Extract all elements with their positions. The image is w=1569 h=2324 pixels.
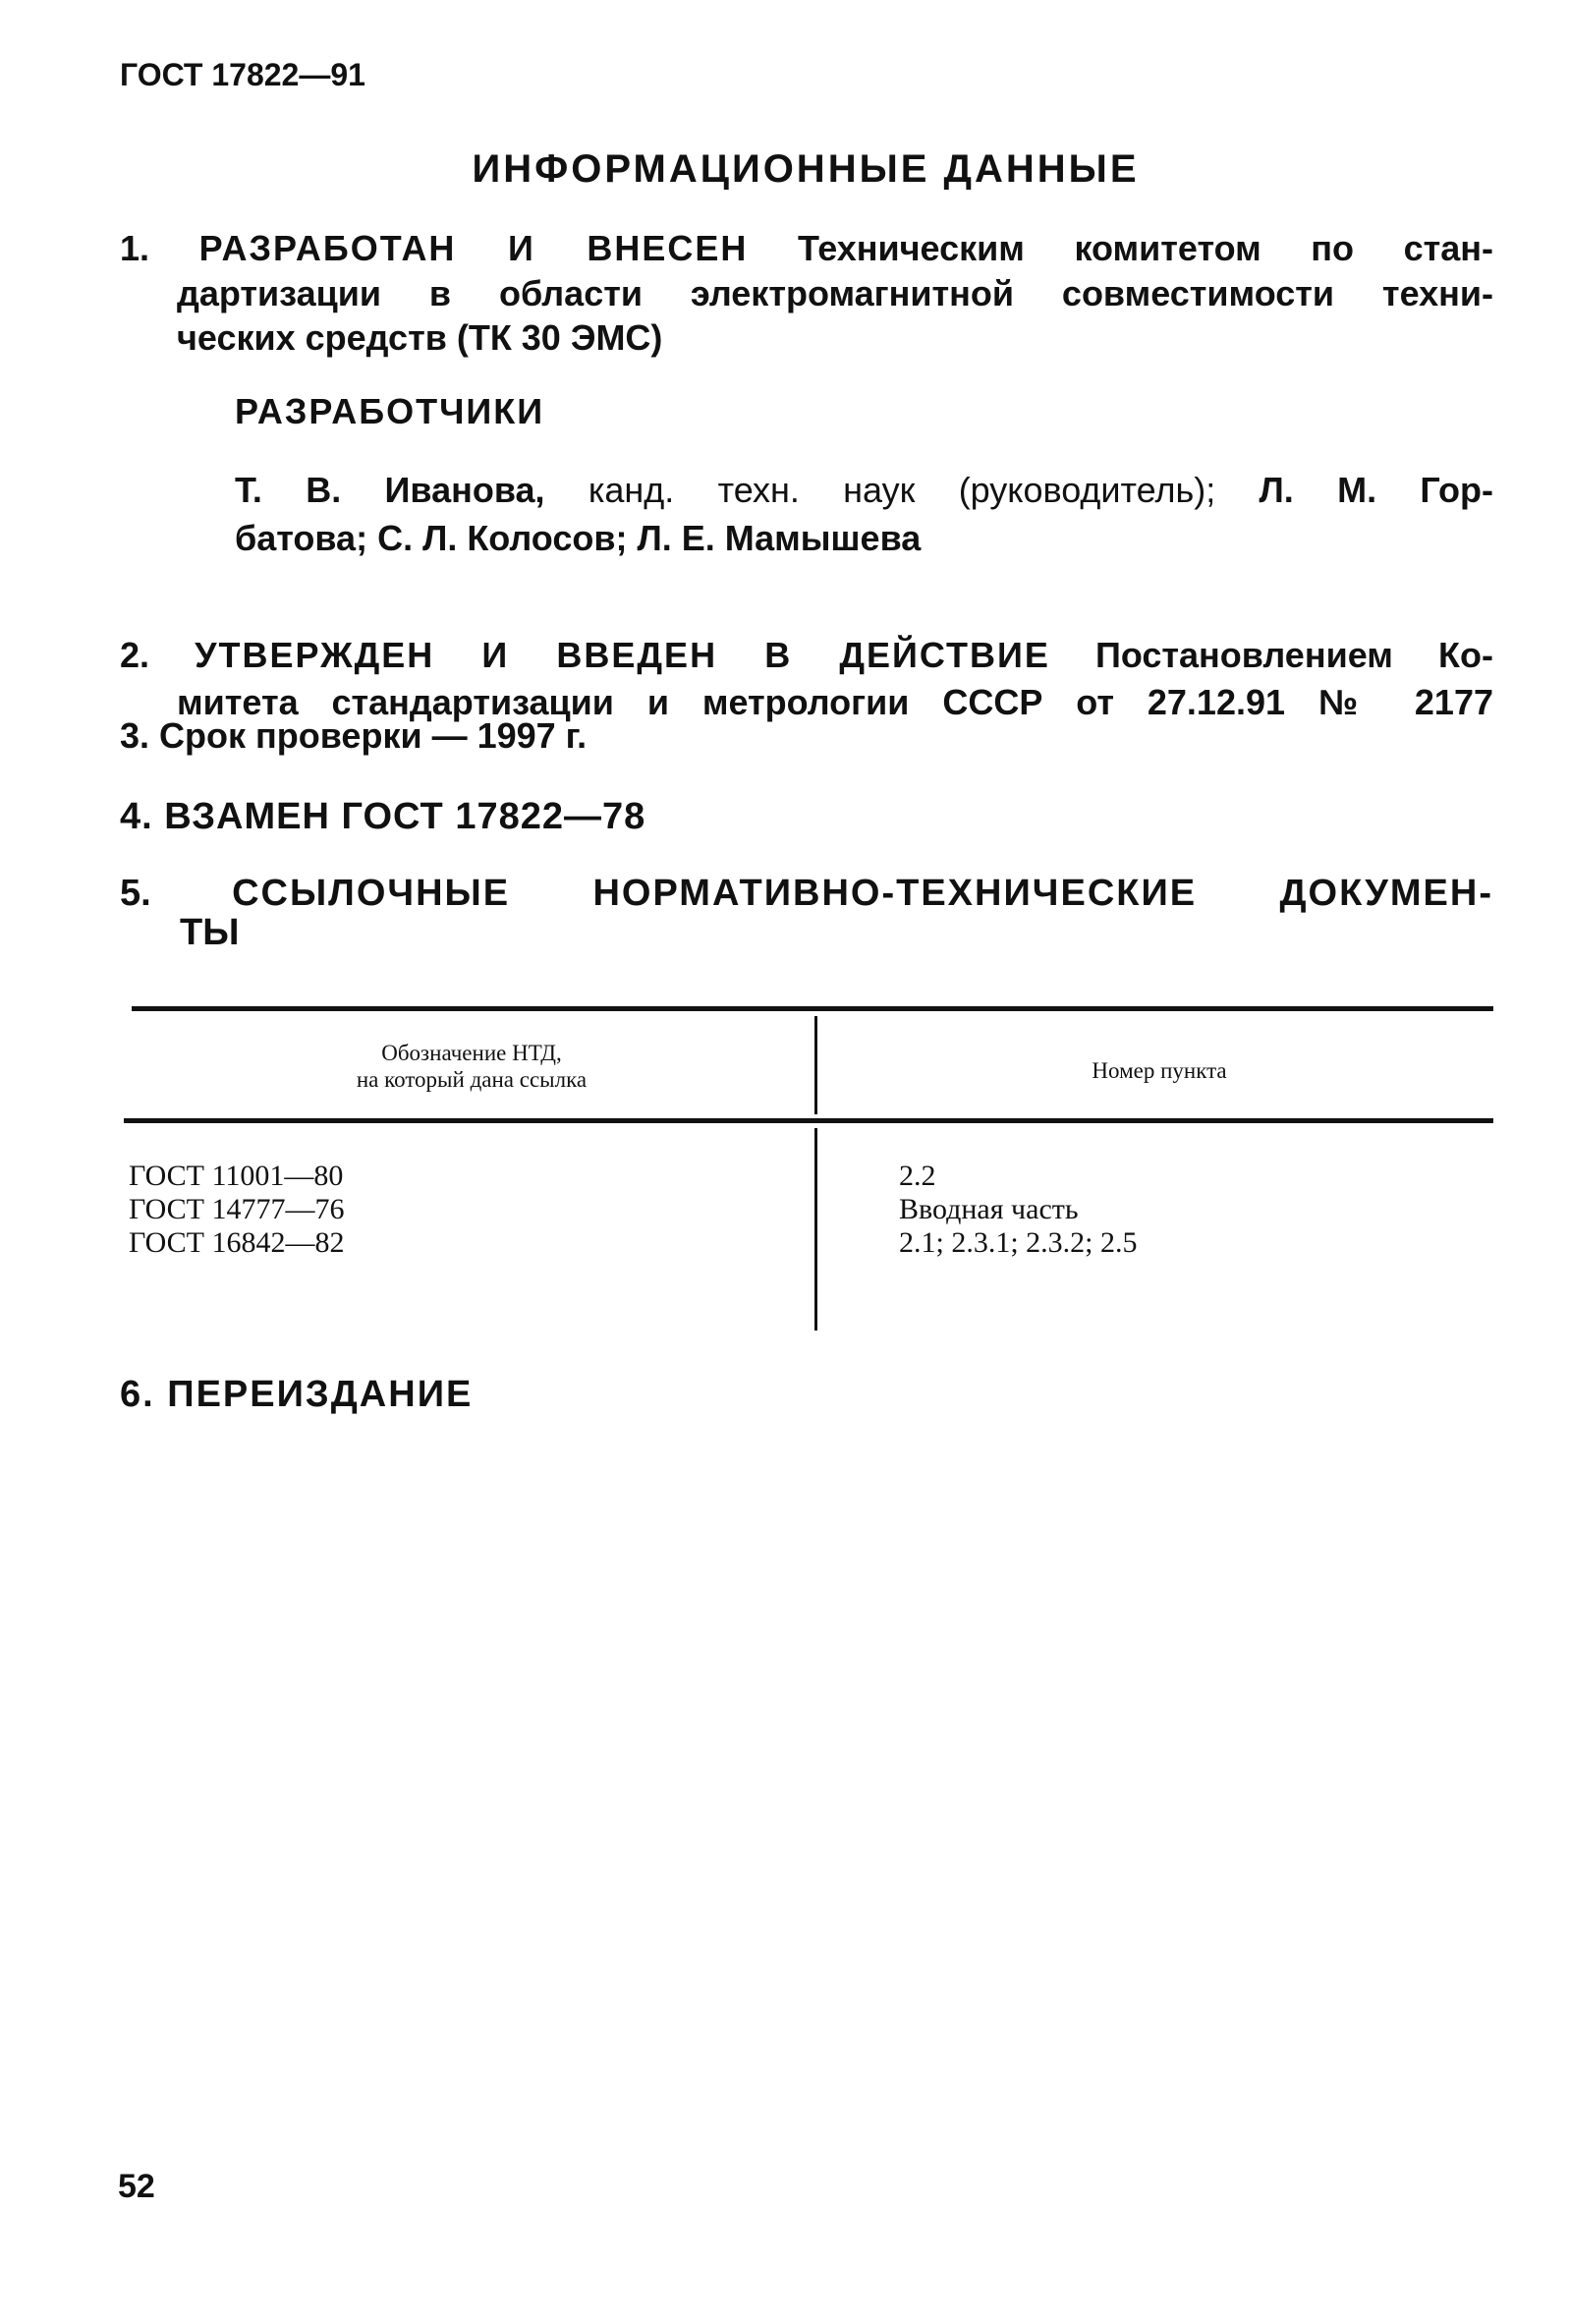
- item-number: 6.: [120, 1374, 155, 1415]
- item-number: 2.: [120, 635, 150, 675]
- item-2-line-2: митета стандартизации и метрологии СССР от 27.12.91 № 2177: [177, 682, 1493, 722]
- table-header-rule: [124, 1118, 1493, 1123]
- item-text: Техническим комитетом по стан-: [798, 228, 1493, 268]
- table-column-clauses: [899, 1160, 1138, 1260]
- developer-name: Л. М. Гор-: [1259, 470, 1494, 510]
- page-title: ИНФОРМАЦИОННЫЕ ДАННЫЕ: [472, 147, 1140, 191]
- item-lead: УТВЕРЖДЕН И ВВЕДЕН В ДЕЙСТВИЕ: [195, 635, 1050, 675]
- page-number: 52: [118, 2168, 155, 2205]
- item-6: [120, 1374, 473, 1416]
- table-column-divider: [814, 1128, 817, 1331]
- item-text: ПЕРЕИЗДАНИЕ: [167, 1374, 474, 1415]
- item-number: 1.: [120, 228, 150, 268]
- table-cell-clause: 2.1; 2.3.1; 2.3.2; 2.5: [899, 1226, 1138, 1259]
- developer-title: канд. техн. наук (руководитель);: [588, 470, 1216, 510]
- item-2-line-1: [120, 635, 1493, 676]
- developers-line-1: [235, 470, 1493, 511]
- item-lead: РАЗРАБОТАН И ВНЕСЕН: [198, 228, 749, 268]
- developer-name: Т. В. Иванова,: [235, 470, 545, 510]
- table-cell-doc: ГОСТ 16842—82: [129, 1226, 345, 1259]
- item-4: [120, 796, 645, 838]
- table-top-rule: [132, 1006, 1493, 1011]
- table-column-divider: [814, 1016, 817, 1114]
- item-5-line-2: ТЫ: [180, 912, 240, 953]
- table-cell-doc: ГОСТ 11001—80: [129, 1160, 344, 1192]
- item-text: Постановлением Ко-: [1094, 635, 1493, 675]
- header-line: Обозначение НТД,: [381, 1041, 562, 1065]
- item-3: [120, 715, 587, 757]
- header-line: на который дана ссылка: [356, 1067, 588, 1092]
- table-cell-clause: 2.2: [899, 1160, 936, 1192]
- item-number: 4.: [120, 796, 153, 837]
- item-text: Срок проверки — 1997 г.: [159, 715, 588, 756]
- item-5-line-1: [120, 873, 1493, 915]
- developers-heading: РАЗРАБОТЧИКИ: [235, 391, 545, 431]
- item-text: ВЗАМЕН ГОСТ 17822—78: [164, 796, 646, 837]
- table-column-documents: [129, 1160, 344, 1260]
- item-text: ССЫЛОЧНЫЕ НОРМАТИВНО-ТЕХНИЧЕСКИЕ ДОКУМЕН-: [232, 873, 1493, 914]
- item-1-line-2: дартизации в области электромагнитной совместимости техни-: [177, 273, 1493, 313]
- table-header-document: [157, 1040, 786, 1093]
- running-header: ГОСТ 17822—91: [120, 57, 365, 92]
- item-number: 5.: [120, 873, 151, 914]
- table-cell-doc: ГОСТ 14777—76: [129, 1193, 345, 1225]
- developers-line-2: батова; С. Л. Колосов; Л. Е. Мамышева: [235, 518, 922, 558]
- item-number: 3.: [120, 715, 150, 756]
- item-1-line-1: [120, 228, 1493, 269]
- table-cell-clause: Вводная часть: [899, 1193, 1079, 1225]
- table-header-clause: Номер пункта: [1092, 1058, 1227, 1083]
- item-1-line-3: ческих средств (ТК 30 ЭМС): [177, 317, 663, 358]
